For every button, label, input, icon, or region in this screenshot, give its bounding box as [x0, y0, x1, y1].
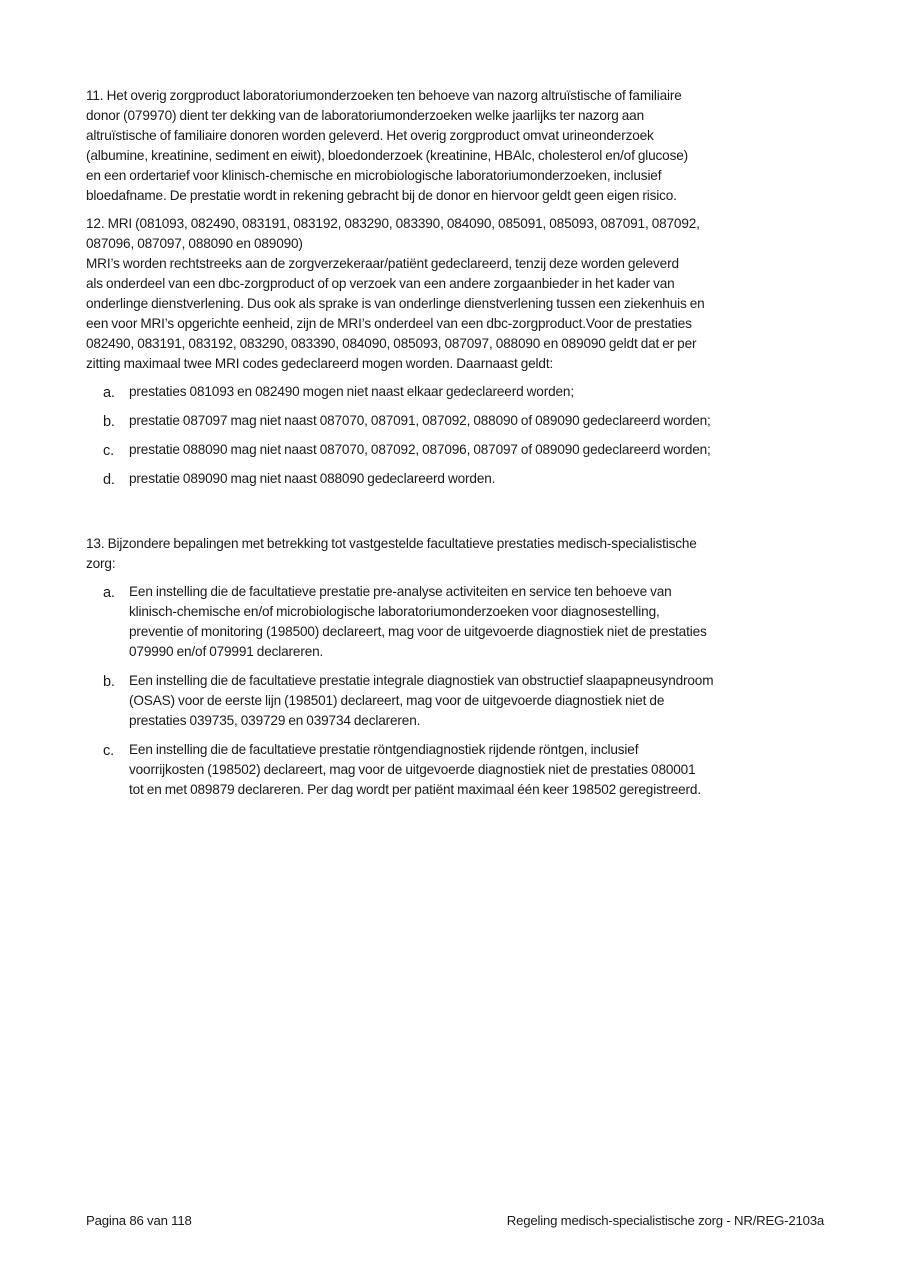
text-line: een voor MRI’s opgerichte eenheid, zijn de MRI’s onderdeel van een dbc-zorgproduct.Voor de prestaties: [86, 316, 692, 331]
section-11-paragraph: [86, 86, 821, 206]
text-line: prestaties 039735, 039729 en 039734 declareren.: [129, 713, 421, 728]
text-line: 082490, 083191, 083192, 083290, 083390, 084090, 085093, 087097, 088090 en 089090 geldt dat er per: [86, 336, 697, 351]
text-line: 12. MRI (081093, 082490, 083191, 083192, 083290, 083390, 084090, 085091, 085093, 087091, 087092,: [86, 216, 700, 231]
text-line: (OSAS) voor de eerste lijn (198501) declareert, mag voor de uitgevoerde diagnostiek niet de: [129, 693, 665, 708]
section-13-list: [86, 582, 821, 800]
text-line: klinisch-chemische en/of microbiologische laboratoriumonderzoeken voor diagnosestelling,: [129, 604, 660, 619]
text-line: 079990 en/of 079991 declareren.: [129, 644, 324, 659]
text-line: voorrijkosten (198502) declareert, mag voor de uitgevoerde diagnostiek niet de prestaties 080001: [129, 762, 696, 777]
list-marker: a.: [103, 385, 115, 401]
document-page: [86, 86, 821, 809]
document-title: Regeling medisch-specialistische zorg - NR/REG-2103a: [506, 1213, 824, 1228]
text-line: zitting maximaal twee MRI codes gedeclareerd mogen worden. Daarnaast geldt:: [86, 356, 554, 371]
text-line: prestaties 081093 en 082490 mogen niet naast elkaar gedeclareerd worden;: [129, 384, 574, 399]
text-line: altruïstische of familiaire donoren worden geleverd. Het overig zorgproduct omvat urineonderzoek: [86, 128, 654, 143]
page-footer: [86, 1213, 824, 1228]
text-line: 11. Het overig zorgproduct laboratoriumonderzoeken ten behoeve van nazorg altruïstische of familiaire: [86, 88, 682, 103]
list-item: [86, 582, 821, 662]
section-12-paragraph: [86, 214, 821, 374]
list-marker: b.: [103, 414, 115, 430]
text-line: 087096, 087097, 088090 en 089090): [86, 236, 303, 251]
text-line: bloedafname. De prestatie wordt in rekening gebracht bij de donor en hiervoor geldt geen eigen risico.: [86, 188, 677, 203]
list-item: [86, 740, 821, 800]
list-item: [86, 469, 821, 489]
text-line: Een instelling die de facultatieve prestatie integrale diagnostiek van obstructief slaapapneusyndroom: [129, 673, 714, 688]
list-marker: c.: [103, 743, 114, 759]
text-line: 13. Bijzondere bepalingen met betrekking tot vastgestelde facultatieve prestaties medisch-specialistische: [86, 536, 697, 551]
text-line: Een instelling die de facultatieve prestatie pre-analyse activiteiten en service ten behoeve van: [129, 584, 672, 599]
section-12-list: [86, 382, 821, 489]
list-marker: c.: [103, 443, 114, 459]
text-line: onderlinge dienstverlening. Dus ook als sprake is van onderlinge dienstverlening tussen een ziekenhuis en: [86, 296, 705, 311]
text-line: donor (079970) dient ter dekking van de laboratoriumonderzoeken welke jaarlijks ter nazorg aan: [86, 108, 644, 123]
text-line: tot en met 089879 declareren. Per dag wordt per patiënt maximaal één keer 198502 geregistreerd.: [129, 782, 701, 797]
list-item: [86, 411, 821, 431]
list-marker: b.: [103, 674, 115, 690]
list-item: [86, 382, 821, 402]
section-13-paragraph: [86, 534, 821, 574]
text-line: preventie of monitoring (198500) declareert, mag voor de uitgevoerde diagnostiek niet de prestaties: [129, 624, 707, 639]
text-line: prestatie 088090 mag niet naast 087070, 087092, 087096, 087097 of 089090 gedeclareerd worden;: [129, 442, 711, 457]
text-line: zorg:: [86, 556, 116, 571]
list-marker: a.: [103, 585, 115, 601]
page-number: Pagina 86 van 118: [86, 1213, 192, 1228]
text-line: prestatie 089090 mag niet naast 088090 gedeclareerd worden.: [129, 471, 496, 486]
text-line: en een ordertarief voor klinisch-chemische en microbiologische laboratoriumonderzoeken, inclusief: [86, 168, 662, 183]
text-line: Een instelling die de facultatieve prestatie röntgendiagnostiek rijdende röntgen, inclusief: [129, 742, 639, 757]
text-line: MRI’s worden rechtstreeks aan de zorgverzekeraar/patiënt gedeclareerd, tenzij deze worden geleverd: [86, 256, 679, 271]
list-marker: d.: [103, 472, 115, 488]
text-line: (albumine, kreatinine, sediment en eiwit), bloedonderzoek (kreatinine, HBAlc, cholesterol en/of glucose): [86, 148, 689, 163]
text-line: prestatie 087097 mag niet naast 087070, 087091, 087092, 088090 of 089090 gedeclareerd worden;: [129, 413, 711, 428]
list-item: [86, 440, 821, 460]
text-line: als onderdeel van een dbc-zorgproduct of op verzoek van een andere zorgaanbieder in het kader van: [86, 276, 675, 291]
list-item: [86, 671, 821, 731]
